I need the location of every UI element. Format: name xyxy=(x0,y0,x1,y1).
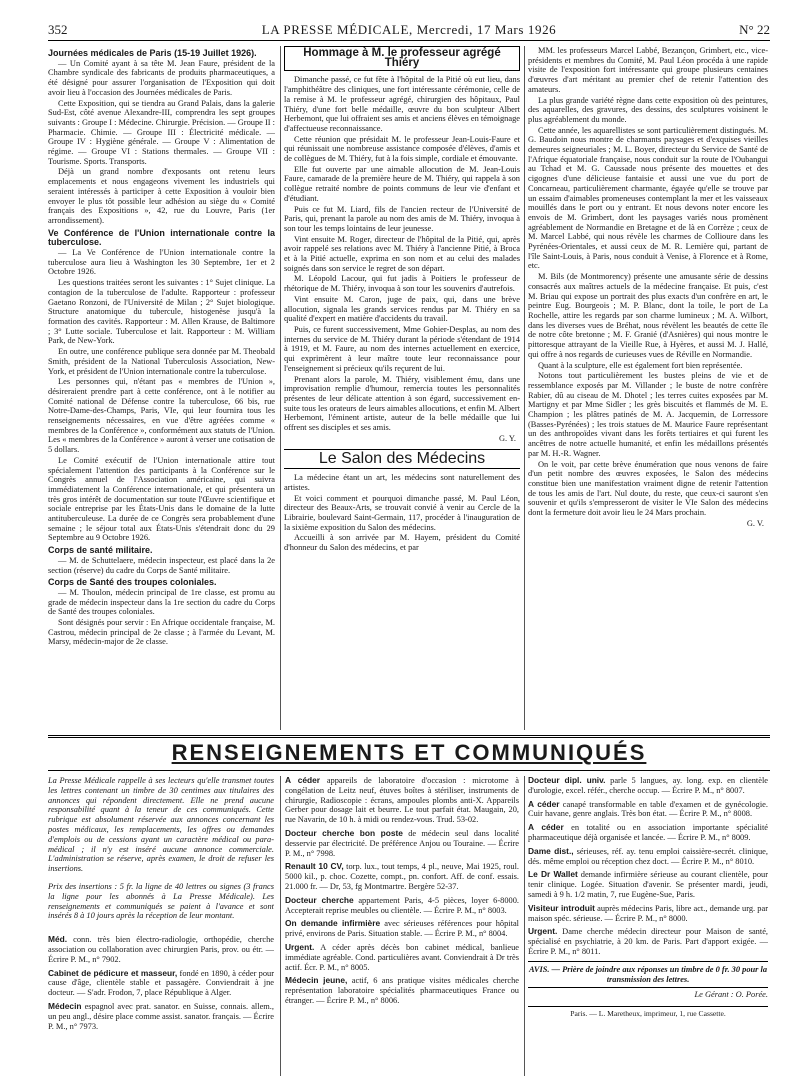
ad-text: avec sérieuses références pour hôpital privé, environs de Paris. Situation stable. — Écrire P. M., n° 8004. xyxy=(285,919,519,939)
paragraph: M. Bils (de Montmorency) présente une amusante série de dessins consacrés aux maîtres actuels de la médecine française. Et puis, c'est M. Briau qui expose un portrait des plus exacts d'un confrère en art, le peintre Eug. Bourgeois ; M. P. Blanc, dont la toile, le port de La Rochelle, attire les regards par son charme lumineux ; M. A. Wilbort, dans les diverses vues de Bréhat, nous révèlent les beautés de cette île de notre côte bretonne ; M. F. Granié (d'Asnières) qui nous montre le pittoresque attrayant de la Vieille Rue, à Hyères, et aussi M. J. Hallé, qui offre à nos regards de curieuses vues de Réville en Normandie. xyxy=(528,272,768,359)
gerant-line: Le Gérant : O. Porée. xyxy=(694,990,768,1000)
paragraph: — Un Comité ayant à sa tête M. Jean Faure, président de la Chambre syndicale des fabricants de produits pharmaceutiques, a été désigné pour assurer l'organisation de l'Exposition qui doit avoir lieu à l'occasion des Journées médicales de Paris. xyxy=(48,58,275,97)
editorial-notice: La Presse Médicale rappelle à ses lecteurs qu'elle transmet toutes les lettres contenant un timbre de 30 centimes aux titulaires des annonces qui répondent directement. Elle ne prend aucune responsabilité quant à la teneur de ces communiqués. Cette rubrique est absolument réservée aux annonces concernant les postes médicaux, les remplacements, les offres ou demandes d'emplois ou de cessions ayant un caractère médical ou para-médical ; il n'y est inséré aucune annonce commerciale. L'administration se réserve, après examen, le droit de refuser les insertions. xyxy=(48,776,274,874)
paragraph: Elle fut ouverte par une aimable allocution de M. Jean-Louis Faure, camarade de la première heure de M. Thiéry, qui rappela à son collègue retraité nombre de points communs de leur vie d'enfant et d'étudiant. xyxy=(284,164,520,203)
classified-ad xyxy=(48,969,274,998)
column-news xyxy=(48,46,275,730)
paragraph: Cette réunion que présidait M. le professeur Jean-Louis-Faure et qui réunissait une nombreuse assistance composée d'élèves, d'amis et de collègues de M. Thiéry, fut à la fois simple, cordiale et émouvante. xyxy=(284,134,520,164)
ad-text: conn. très bien électro-radiologie, orthopédie, cherche association ou collaboration avec chirurgien Paris, prov. ou étr. — Écrire P. M., n° 7902. xyxy=(48,935,274,964)
ad-text: Dame cherche médecin directeur pour Maison de santé, spécialisé en psychiatrie, à 20 km. de Paris. Part d'apport exigée. — Écrire P. M., n° 8011. xyxy=(528,927,768,956)
hommage-title: Hommage à M. le professeur agrégé Thiéry xyxy=(284,46,520,71)
paragraph: On le voit, par cette brève énumération que nous venons de faire d'un petit nombre des œuvres exposées, le Salon des médecins constitue bien une manifestation vraiment digne de retenir l'attention de tous les amis de l'art. Nul doute, du reste, que ceux-ci sauront s'en souvenir et qu'ils s'empresseront de visiter le VIe Salon des médecins dont la fermeture doit avoir lieu le 24 Mars prochain. xyxy=(528,459,768,518)
journal-title: LA PRESSE MÉDICALE, Mercredi, 17 Mars 1926 xyxy=(261,22,557,37)
ad-lead: Docteur cherche bon poste xyxy=(285,827,403,838)
ad-text: auprès médecins Paris, libre act., demande urg. par maison spéc. sérieuse. — Écrire P. M., n° 8000. xyxy=(528,903,768,923)
ad-text: canapé transformable en table d'examen et de gynécologie. Cuir havane, genre anglais. Très bon état. — Écrire P. M., n° 8008. xyxy=(528,799,768,819)
classified-ad xyxy=(528,776,768,796)
paragraph: — M. de Schuttelaere, médecin inspecteur, est placé dans la 2e section (réserve) du cadre du Corps de Santé militaire. xyxy=(48,555,275,575)
column-divider xyxy=(524,46,525,730)
classified-ad xyxy=(528,870,768,899)
paragraph: Puis, ce furent successivement, Mme Gohier-Desplas, au nom des internes du service de M. Thiéry durant la période s'étendant de 1914 à 1919, et M. Faure, au nom des internes actuellement en exercice, qui exprimèrent à leur maître toute leur reconnaissance pour l'enseignement si précieux qu'ils reçurent de lui. xyxy=(284,324,520,373)
section-rule xyxy=(48,735,770,738)
paragraph: Dimanche passé, ce fut fête à l'hôpital de la Pitié où eut lieu, dans l'amphithéâtre des cliniques, une fort intéressante cérémonie, celle de la remise à M. le professeur agrégé, chirurgien des hôpitaux, Paul Thiéry, d'une fort belle médaille, œuvre du bon sculpteur Albert Herbemont, que lui offraient ses amis et anciens élèves en témoignage d'affectueuse reconnaissance. xyxy=(284,75,520,133)
paragraph: La plus grande variété règne dans cette exposition où des peintures, des aquarelles, des gravures, des dessins, des sculptures voisinent le plus agréablement du monde. xyxy=(528,95,768,124)
ad-lead: A céder xyxy=(528,798,560,809)
column-hommage xyxy=(284,46,520,730)
heading-journees: Journées médicales de Paris (15-19 Juillet 1926). xyxy=(48,48,257,58)
ad-lead: Médecin xyxy=(48,1000,82,1011)
paragraph: Accueilli à son arrivée par M. Hayem, président du Comité d'honneur du Salon des médecins, et par xyxy=(284,533,520,553)
header-rule xyxy=(48,40,770,41)
classified-ad xyxy=(48,1002,274,1031)
page-header xyxy=(48,22,770,42)
classified-ad xyxy=(528,927,768,956)
paragraph: Sont désignés pour servir : En Afrique occidentale française, M. Castrou, médecin principal de 2e classe ; à l'armée du Levant, M. Marsy, médecin-major de 2e classe. xyxy=(48,618,275,647)
ad-lead: Visiteur introduit xyxy=(528,902,595,913)
heading-corps-coloniales: Corps de Santé des troupes coloniales. xyxy=(48,577,217,588)
paragraph: Notons tout particulièrement les bustes pleins de vie et de ressemblance exposés par M. Villander ; le buste de notre confrère Rabier, dû au ciseau de M. Dhotel ; les terres cuites exposées par M. Martigny et par Mme Sidler ; les grès biscuités et flammés de M. E. Champion ; les plâtres patinés de M. A. Jacquemin, de Lorressore (Basses-Pyrénées) ; les trois statues de M. Maurice Faure représentant un des anthropoïdes vivant dans les forêts tertiaires et qui furent les ancêtres de notre actuelle humanité, et enfin les médaillons présentés par M. H.-R. Wagner. xyxy=(528,371,768,458)
classified-ad xyxy=(285,943,519,972)
classifieds-column-2 xyxy=(285,776,519,1076)
printer-line: Paris. — L. Maretheux, imprimeur, 1, rue Cassette. xyxy=(528,1006,768,1019)
avis-notice: AVIS. — Prière de joindre aux réponses un timbre de 0 fr. 30 pour la transmission des lettres. xyxy=(528,961,768,989)
column-salon xyxy=(528,46,768,730)
signature: G. V. xyxy=(746,518,764,528)
classified-ad xyxy=(285,776,519,825)
ad-lead: Docteur cherche xyxy=(285,894,354,905)
classified-ad xyxy=(528,904,768,924)
classified-ad xyxy=(285,976,519,1005)
ad-text: sérieuses, réf. ay. tenu emploi caissière-secrét. clinique, dés. même emploi ou réception chez doct. — Écrire P. M., n° 8010. xyxy=(528,846,768,866)
classified-ad xyxy=(528,800,768,820)
classified-ad xyxy=(285,919,519,939)
classified-ad xyxy=(285,829,519,858)
paragraph: M. Léopold Lacour, qui fut jadis à Poitiers le professeur de rhétorique de M. Thiéry, invoqua à son tour les souvenirs d'autrefois. xyxy=(284,274,520,294)
section-rule xyxy=(48,770,770,771)
ad-text: parle 5 langues, ay. long. exp. en clientèle d'urologie, excel. référ., cherche occup. — Écrire P. M., n° 8007. xyxy=(528,776,768,795)
renseignements-title: RENSEIGNEMENTS ET COMMUNIQUÉS xyxy=(171,740,647,765)
paragraph: Prenant alors la parole, M. Thiéry, visiblement ému, dans une improvisation remplie d'humour, remercia toutes les personnalités présentes de leur délicate attention à son égard, successivement en-suite tous les orateurs de leurs aimables allocutions, et enfin M. Albert Herbemont, l'éminent artiste, auteur de la belle médaille que lui offrent ses disciples et ses amis. xyxy=(284,374,520,433)
ad-lead: Urgent. xyxy=(285,941,315,952)
paragraph: Les personnes qui, n'étant pas « membres de l'Union », désireraient prendre part à cette conférence, ont à le notifier au Comité national de Défense contre la tuberculose, 66 bis, rue Notre-Dame-des-Champs, Paris, VIe, qui leur fournira tous les renseignements nécessaires, en vue d'être agréées comme « membres de la Conférence », conformément aux statuts de l'Union. Les « membres de la Conférence » auront à verser une cotisation de 5 dollars. xyxy=(48,377,275,455)
paragraph: Vint ensuite M. Roger, directeur de l'hôpital de la Pitié, qui, après avoir rappelé ses relations avec M. Thiéry à l'ancienne Pitié, à Broca et à la Pitié actuelle, exprima en son nom et au celui des malades soignés dans son service le regret de son départ. xyxy=(284,234,520,273)
classified-ad xyxy=(285,896,519,916)
column-divider xyxy=(280,46,281,730)
paragraph: Cette Exposition, qui se tiendra au Grand Palais, dans la galerie Sud-Est, côté avenue Alexandre-III, comprendra les sept groupes suivants : Groupe I : Médecine. Chirurgie. Précision. — Groupe II : Pharmacie. Chimie. — Groupe III : Électricité médicale. — Groupe IV : Hygiène générale. — Groupe V : Alimentation de régime. — Groupe VI : Stations thermales. — Groupe VII : Tourisme. Sports. Transports. xyxy=(48,98,275,166)
paragraph: MM. les professeurs Marcel Labbé, Bezançon, Grimbert, etc., vice-présidents et membres du Comité, M. Paul Léon procéda à une rapide visite de l'exposition fort intéressante qui groupe plusieurs centaines d'œuvres d'art méritant au premier chef de retenir l'attention des amateurs. xyxy=(528,46,768,94)
ad-text: appartement Paris, 4-5 pièces, loyer 6-8000. Accepterait reprise meubles ou clientèle. — Écrire P. M., n° 8003. xyxy=(285,895,519,915)
paragraph: Quant à la sculpture, elle est également fort bien représentée. xyxy=(538,360,743,370)
heading-corps-militaire: Corps de santé militaire. xyxy=(48,545,153,556)
ad-lead: Dame dist., xyxy=(528,845,574,856)
ad-text: actif, 6 ans pratique visites médicales cherche représentation laboratoire spécialités pharmaceutiques France ou étranger. — Écrire P. M., n° 8006. xyxy=(285,976,519,1005)
ad-lead: On demande infirmière xyxy=(285,918,381,929)
classified-ad xyxy=(528,823,768,843)
ad-text: torp. lux., tout temps, 4 pl., neuve, Mai 1925, roul. 5000 kil., p. choc. Cozette, compt., pn. confort. Aff. de conf. essais. 21.000 fr. — Dr, 53, fg Montmartre. Bergère 52-37. xyxy=(285,862,519,891)
ad-text: demande infirmière sérieuse au courant clientèle, pour tenir clinique. Logée. Situation d'avenir. Se présenter mardi, jeudi, samedi à 9 h. 1/2 matin, 7, rue Eugène-Sue, Paris. xyxy=(528,870,768,899)
ad-lead: A céder xyxy=(285,776,321,785)
column-divider xyxy=(524,776,525,1076)
classified-ad xyxy=(528,847,768,867)
insertion-prices: Prix des insertions : 5 fr. la ligne de 40 lettres ou signes (3 francs la ligne pour les abonnés à La Presse Médicale). Les renseignements et communiqués se paient à l'avance et sont insérés 8 à 10 jours après la réception de leur montant. xyxy=(48,881,274,921)
ad-text: A céder après décès bon cabinet médical, banlieue immédiate agréable. Cond. particulières avant. Conviendrait à Dr très actif. Écr. P. M., n° 8005. xyxy=(285,942,519,972)
signature: G. Y. xyxy=(499,433,516,443)
page-number: 352 xyxy=(48,22,68,37)
issue-number: N° 22 xyxy=(739,22,770,37)
ad-text: de médecin seul dans localité desservie par électricité. De préférence Anjou ou Touraine. — Écrire P. M., n° 7998. xyxy=(285,828,519,858)
classifieds-column-1 xyxy=(48,776,274,1076)
paragraph: Puis ce fut M. Liard, fils de l'ancien recteur de l'Université de Paris, qui, prenant la parole au nom des amis de M. Thiéry, invoqua à son tour les temps lointains de leur jeunesse. xyxy=(284,204,520,233)
paragraph: — La Ve Conférence de l'Union internationale contre la tuberculose aura lieu à Washington les 30 Septembre, 1er et 2 Octobre 1926. xyxy=(48,248,275,277)
ad-lead: Docteur dipl. univ. xyxy=(528,776,606,785)
paragraph: — M. Thoulon, médecin principal de 1re classe, est promu au grade de médecin inspecteur dans la 1re section du cadre du Corps de Santé des troupes coloniales. xyxy=(48,587,275,617)
ad-lead: Médecin jeune, xyxy=(285,975,348,986)
ad-lead: Cabinet de pédicure et masseur, xyxy=(48,967,178,978)
ad-lead: Méd. xyxy=(48,934,68,945)
paragraph: Vint ensuite M. Caron, juge de paix, qui, dans une brève allocution, signala les grands services rendus par M. Thiéry en sa qualité d'expert en matière d'accidents du travail. xyxy=(284,294,520,324)
paragraph: La médecine étant un art, les médecins sont naturellement des artistes. xyxy=(284,473,520,492)
ad-lead: Urgent. xyxy=(528,926,558,937)
ad-text: en totalité ou en association importante spécialité pharmaceutique déjà organisée et lancée. — Écrire P. M., n° 8009. xyxy=(528,823,768,842)
paragraph: En outre, une conférence publique sera donnée par M. Theobald Smith, président de la National Tuberculosis Association, New-York, et président de l'Union internationale contre la tuberculose. xyxy=(48,347,275,376)
paragraph: Cette année, les aquarellistes se sont particulièrement distingués. M. G. Baudoin nous montre de charmants paysages et d'exquises vieilles demeures seigneuriales ; M. L. Boyer, directeur du Service de Santé de l'Afrique équatoriale française, nous conduit sur la route de l'Oubangui au Tchad et M. G. Caussade nous présente des mouettes et des cigognes d'une délicieuse fantaisie et aussi une vue du port de Concarneau, particulièrement charmante, égayée qu'elle se trouve par un essaim d'aimables promeneuses contemplant la mer et les vaisseaux mouillés dans le port ou y entrant. Et nous devons noter encore les envois de M. Grimbert, dont les paysages variés nous promènent agréablement de Normandie en Bretagne et de là en Corrèze ; ceux de M. Marcel Labbé, qui nous révèle les charmes de Collioure dans les Pyrénées-Orientales, et aussi ceux de M. R. Lemière qui, partant de l'île Saint-Louis, à Paris, nous conduit à Venise, à Florence et à Rome, etc. xyxy=(528,125,768,271)
ad-text: fondé en 1890, à céder pour cause d'âge, clientèle stable et passagère. Conviendrait à jne docteur. — S'adr. Frodon, 7, place République à Alger. xyxy=(48,968,274,998)
ad-lead: A céder xyxy=(528,822,564,833)
ad-text: espagnol avec prat. sanator. en Suisse, connais. allem., un peu angl., désire place comme assist. sanator. français. — Écrire P. M., n° 7973. xyxy=(48,1001,274,1031)
paragraph: Déjà un grand nombre d'exposants ont retenu leurs emplacements et nous engageons vivement les industriels qui seraient intéressés à participer à cette Exposition à vouloir bien envoyer le plus tôt possible leur adhésion au siège du « Comité français des Expositions », 42, rue du Louvre, Paris (1er arrondissement). xyxy=(48,167,275,225)
classified-ad xyxy=(48,935,274,964)
salon-title: Le Salon des Médecins xyxy=(284,449,520,469)
ad-text: appareils de laboratoire d'occasion : microtome à congélation de Leitz neuf, étuves boîtes à stériliser, instruments de chirurgie, Radioscopie : écrans, ampoules plombs anti-X. Appareils Gerber pour dosage lait et beurre. Le tout parfait état. Maugain, 20, rue Navarin, de 10 h. à midi ou rendez-vous. Trud. 53-02. xyxy=(285,776,519,825)
paragraph: Le Comité exécutif de l'Union internationale attire tout spécialement l'attention des participants à la Conférence sur le Congrès annuel de l'Association américaine, qui suivra immédiatement la Conférence internationale, et qui présentera un très gros intérêt de documentation sur toute l'Œuvre scientifique et sociale entreprise par les États-Unis dans le domaine de la lutte antituberculeuse. La durée de ce Congrès sera probablement d'une semaine ; le séjour total aux États-Unis s'étendrait donc du 29 Septembre au 9 Octobre 1926. xyxy=(48,455,275,543)
classifieds-column-3 xyxy=(528,776,768,1076)
classified-ad xyxy=(285,862,519,891)
column-divider xyxy=(280,776,281,1076)
ad-lead: Le Dr Wallet xyxy=(528,869,578,880)
heading-tuberculose: Ve Conférence de l'Union internationale contre la tuberculose. xyxy=(48,227,275,248)
paragraph: Les questions traitées seront les suivantes : 1° Sujet clinique. La contagion de la tuberculose de l'adulte. Rapporteur : professeur Gaetano Ronzoni, de l'Université de Milan ; 2° Sujet biologique. Structure anatomique du tubercule, histogenèse jusqu'à la formation des cavités. Rapporteur : M. Allen Krause, de Baltimore ; 3° Lutte sociale. Tuberculose et lait. Rapporteur : M. William Park, de New-York. xyxy=(48,278,275,346)
paragraph: Et voici comment et pourquoi dimanche passé, M. Paul Léon, directeur des Beaux-Arts, se trouvait convié à venir au Cercle de la Librairie, boulevard Saint-Germain, 117, procéder à l'inauguration de la sixième exposition du Salon des médecins. xyxy=(284,493,520,532)
ad-lead: Renault 10 CV, xyxy=(285,861,344,872)
